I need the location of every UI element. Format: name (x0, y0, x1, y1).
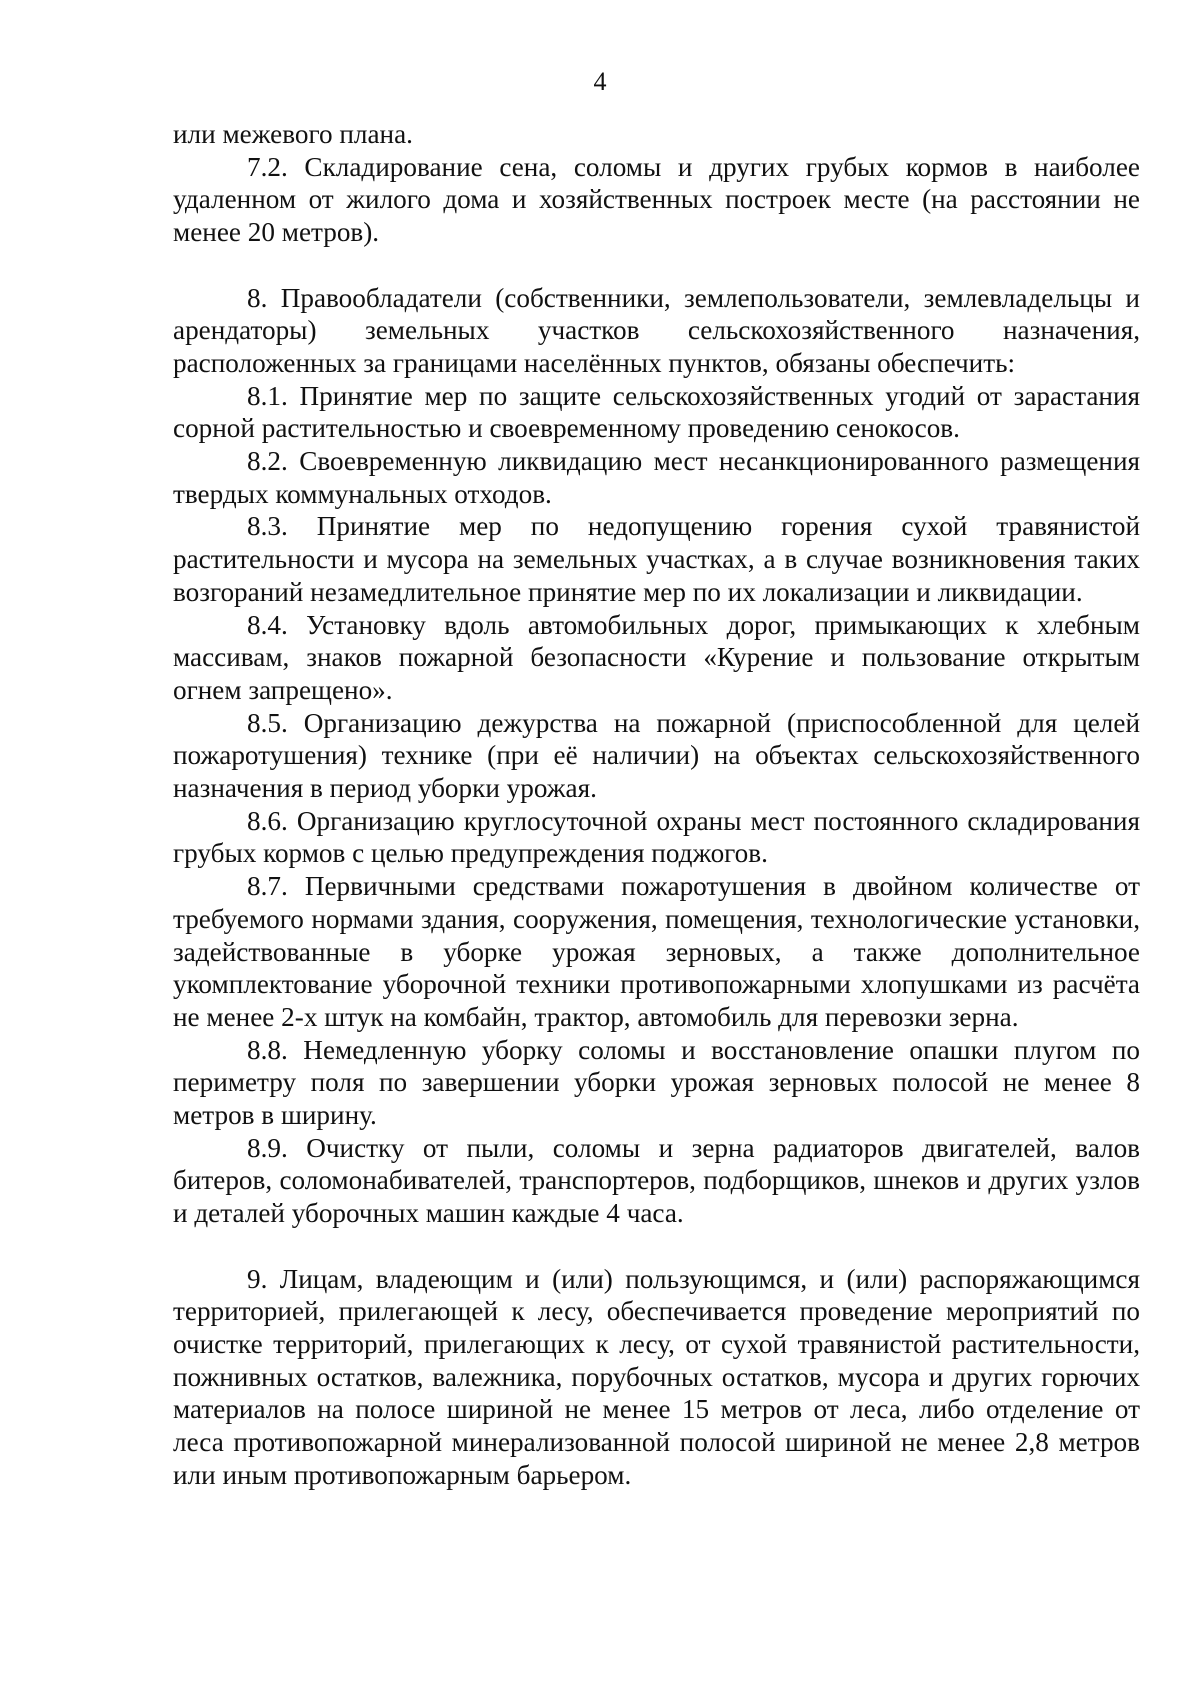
paragraph-8-9: 8.9. Очистку от пыли, соломы и зерна радиаторов двигателей, валов битеров, соломонабивателей, транспортеров, подборщиков, шнеков и других узлов и деталей уборочных машин каждые 4 часа. (173, 1132, 1140, 1229)
paragraph-gap (173, 249, 1140, 282)
paragraph-8-4: 8.4. Установку вдоль автомобильных дорог, примыкающих к хлебным массивам, знаков пожарной безопасности «Курение и пользование открытым огнем запрещено». (173, 609, 1140, 705)
paragraph-8-7: 8.7. Первичными средствами пожаротушения в двойном количестве от требуемого нормами здания, сооружения, помещения, технологические установки, задействованные в уборке урожая зерновых, а также дополнительное укомплектование уборочной техники противопожарными хлопушками из расчёта не менее 2-х штук на комбайн, трактор, автомобиль для перевозки зерна. (173, 871, 1140, 1032)
paragraph-7-2: 7.2. Складирование сена, соломы и других грубых кормов в наиболее удаленном от жилого дома и хозяйственных построек месте (на расстоянии не менее 20 метров). (173, 151, 1140, 248)
paragraph-8-2: 8.2. Своевременную ликвидацию мест несанкционированного размещения твердых коммунальных отходов. (173, 446, 1140, 509)
paragraph-8-5: 8.5. Организацию дежурства на пожарной (приспособленной для целей пожаротушения) технике (при её наличии) на объектах сельскохозяйственного назначения в период уборки урожая. (173, 707, 1140, 804)
paragraph-continuation: или межевого плана. (173, 119, 413, 149)
paragraph-gap (173, 1230, 1140, 1263)
document-body (173, 118, 1140, 1492)
paragraph-8-6: 8.6. Организацию круглосуточной охраны мест постоянного складирования грубых кормов с целью предупреждения поджогов. (173, 805, 1140, 869)
paragraph-8-8: 8.8. Немедленную уборку соломы и восстановление опашки плугом по периметру поля по завершении уборки урожая зерновых полосой не менее 8 метров в ширину. (173, 1034, 1140, 1131)
paragraph-8-3: 8.3. Принятие мер по недопущению горения сухой травянистой растительности и мусора на земельных участках, а в случае возникновения таких возгораний незамедлительное принятие мер по их локализации и ликвидации. (173, 511, 1140, 607)
page-number: 4 (593, 67, 607, 96)
paragraph-9: 9. Лицам, владеющим и (или) пользующимся, и (или) распоряжающимся территорией, прилегающей к лесу, обеспечивается проведение мероприятий по очистке территорий, прилегающих к лесу, от сухой травянистой растительности, пожнивных остатков, валежника, порубочных остатков, мусора и других горючих материалов на полосе шириной не менее 15 метров от леса, либо отделение от леса противопожарной минерализованной полосой шириной не менее 2,8 метров или иным противопожарным барьером. (173, 1263, 1140, 1490)
paragraph-8-1: 8.1. Принятие мер по защите сельскохозяйственных угодий от зарастания сорной растительностью и своевременному проведению сенокосов. (173, 380, 1140, 444)
paragraph-8: 8. Правообладатели (собственники, землепользователи, землевладельцы и арендаторы) земельных участков сельскохозяйственного назначения, расположенных за границами населённых пунктов, обязаны обеспечить: (173, 282, 1140, 378)
